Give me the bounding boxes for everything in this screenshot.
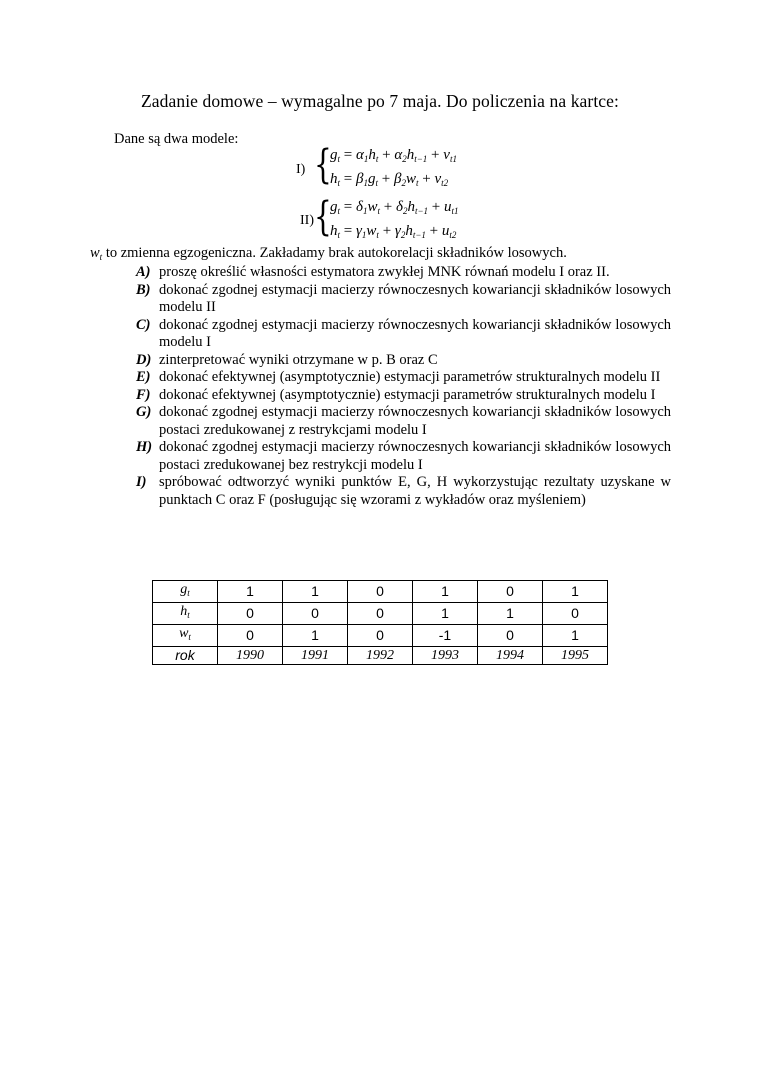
table-cell: 1	[283, 625, 348, 647]
table-cell: 1	[543, 581, 608, 603]
task-letter: E)	[136, 369, 151, 385]
row-var: g	[180, 582, 188, 597]
intro-text: Dane są dwa modele:	[114, 131, 239, 147]
year-cell: 1994	[478, 647, 543, 665]
row-var-sub: t	[187, 588, 190, 598]
task-text: proszę określić własności estymatora zwykłej MNK równań modelu I oraz II.	[159, 264, 610, 280]
model-1-label: I)	[296, 162, 306, 177]
table-cell: 1	[218, 581, 283, 603]
task-text: zinterpretować wyniki otrzymane w p. B oraz C	[159, 351, 438, 368]
row-var-sub: t	[188, 632, 191, 642]
task-item	[136, 439, 671, 474]
row-header	[153, 603, 218, 625]
data-table	[152, 580, 608, 665]
model-2-equation-2: $h_t = \gamma_1w_t + \gamma_2h_{t-1} + u_{t2}$	[330, 223, 457, 240]
table-cell: 0	[543, 603, 608, 625]
task-item	[136, 282, 671, 317]
table-cell: 0	[218, 603, 283, 625]
task-letter: G)	[136, 404, 152, 420]
task-text: dokonać zgodnej estymacji macierzy równoczesnych kowariancji składników losowych modelu II	[159, 281, 671, 315]
task-letter: D)	[136, 351, 152, 368]
table-row-years	[153, 647, 608, 665]
task-item	[136, 387, 671, 405]
year-cell: 1990	[218, 647, 283, 665]
task-item	[136, 264, 671, 282]
row-header	[153, 581, 218, 603]
table-cell: 0	[348, 625, 413, 647]
task-letter: F)	[136, 386, 151, 403]
task-text: spróbować odtworzyć wyniki punktów E, G, H wykorzystując rezultaty uzyskane w punktach C oraz F (posługując się wzorami z wykładów oraz myśleniem)	[159, 474, 671, 508]
table-cell: 0	[348, 581, 413, 603]
row-header	[153, 625, 218, 647]
year-cell: 1992	[348, 647, 413, 665]
wt-var: w	[90, 245, 100, 261]
row-var: h	[180, 604, 188, 619]
task-item	[136, 404, 671, 439]
year-cell: 1991	[283, 647, 348, 665]
task-letter: H)	[136, 439, 153, 455]
task-item	[136, 317, 671, 352]
task-letter: I)	[136, 474, 147, 490]
task-text: dokonać efektywnej (asymptotycznie) estymacji parametrów strukturalnych modelu I	[159, 386, 656, 403]
wt-sub: t	[99, 252, 103, 262]
page-title: Zadanie domowe – wymagalne po 7 maja. Do policzenia na kartce:	[140, 91, 620, 111]
task-item	[136, 352, 671, 370]
task-letter: A)	[136, 264, 151, 280]
task-letter: C)	[136, 316, 151, 333]
table-cell: 0	[283, 603, 348, 625]
year-cell: 1993	[413, 647, 478, 665]
left-brace-icon: {	[314, 194, 332, 240]
row-var: w	[179, 626, 189, 641]
table-row	[153, 581, 608, 603]
task-letter: B)	[136, 281, 151, 298]
year-label: rok	[153, 647, 218, 665]
table-cell: 0	[348, 603, 413, 625]
table-row	[153, 603, 608, 625]
table-cell: 0	[218, 625, 283, 647]
model-2-equation-1: $g_t = \delta_1w_t + \delta_2h_{t-1} + u_{t1}$	[330, 199, 459, 216]
model-1-equation-2: $h_t = \beta_1g_t + \beta_2w_t + v_{t2}$	[330, 171, 449, 188]
table-cell: 0	[478, 581, 543, 603]
table-cell: 1	[283, 581, 348, 603]
model-1-equation-1: $g_t = \alpha_1h_t + \alpha_2h_{t-1} + v_{t1}$	[330, 147, 457, 164]
table-cell: 1	[413, 581, 478, 603]
table-cell: -1	[413, 625, 478, 647]
task-text: dokonać zgodnej estymacji macierzy równoczesnych kowariancji składników losowych postaci zredukowanej z restrykcjami modelu I	[159, 404, 671, 438]
year-cell: 1995	[543, 647, 608, 665]
task-text: dokonać zgodnej estymacji macierzy równoczesnych kowariancji składników losowych modelu I	[159, 316, 671, 350]
model-2-label: II)	[300, 213, 314, 228]
row-var-sub: t	[187, 610, 190, 620]
task-text: dokonać efektywnej (asymptotycznie) estymacji parametrów strukturalnych modelu II	[159, 369, 661, 385]
task-item	[136, 369, 671, 387]
wt-text: to zmienna egzogeniczna. Zakładamy brak autokorelacji składników losowych.	[102, 245, 567, 261]
table-cell: 1	[543, 625, 608, 647]
table-row	[153, 625, 608, 647]
table-cell: 1	[478, 603, 543, 625]
task-item	[136, 474, 671, 509]
table-cell: 1	[413, 603, 478, 625]
exogenous-note	[90, 245, 567, 262]
table-cell: 0	[478, 625, 543, 647]
left-brace-icon: {	[314, 142, 332, 188]
task-text: dokonać zgodnej estymacji macierzy równoczesnych kowariancji składników losowych postaci zredukowanej bez restrykcji modelu I	[159, 439, 671, 473]
task-list	[136, 264, 671, 509]
